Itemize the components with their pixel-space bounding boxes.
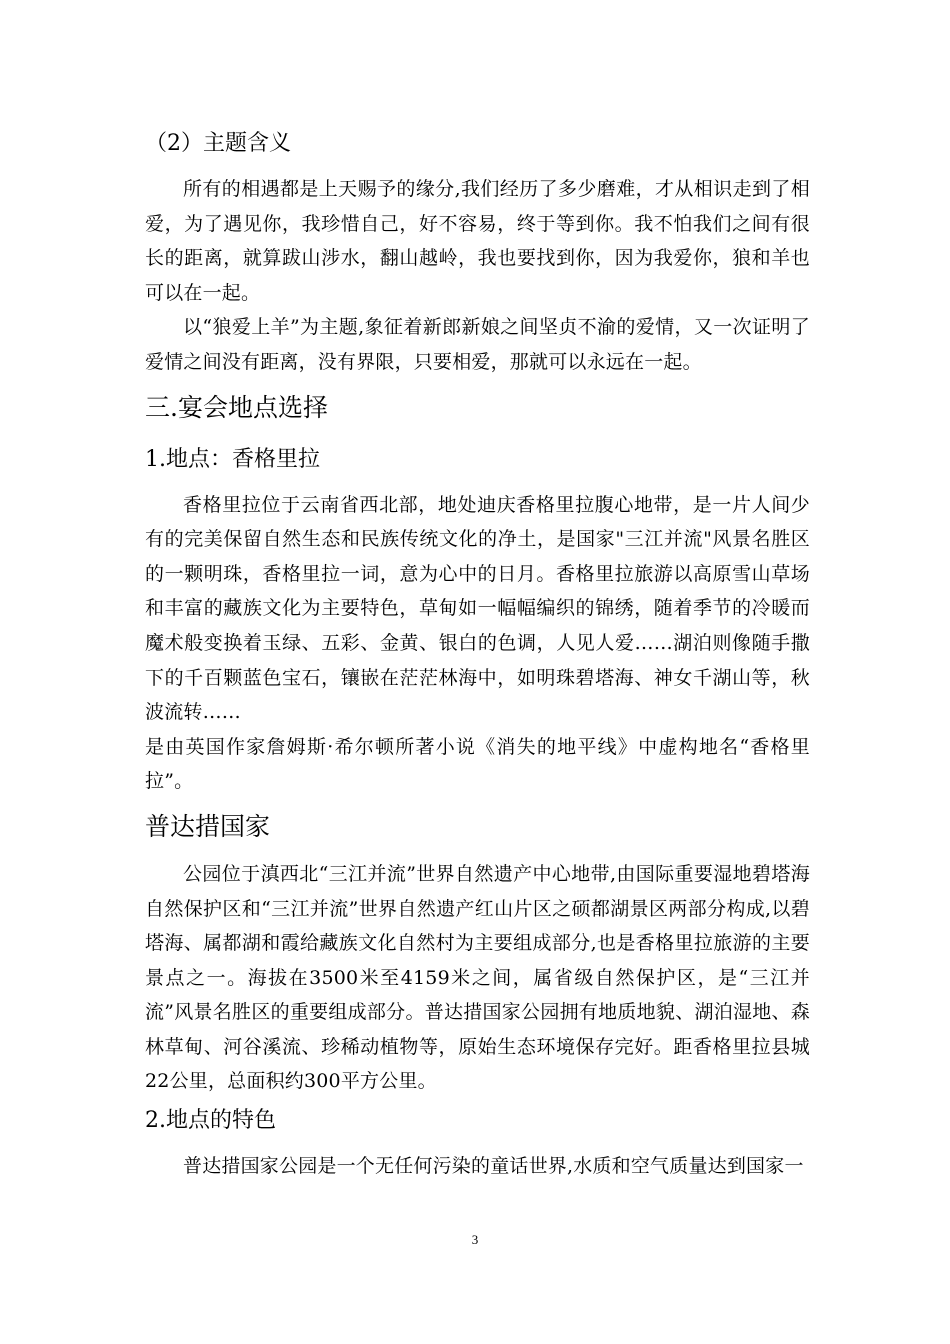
location-features-heading: 2.地点的特色 (145, 1108, 276, 1134)
theme-paragraph-1: 所有的相遇都是上天赐予的缘分,我们经历了多少磨难，才从相识走到了相爱，为了遇见你，我珍惜自己，好不容易，终于等到你。我不怕我们之间有很长的距离，就算跋山涉水，翻山越岭，我也要找到你，因为我爱你，狼和羊也可以在一起。 (145, 178, 810, 304)
shangri-la-paragraph: 香格里拉位于云南省西北部，地处迪庆香格里拉腹心地带，是一片人间少有的完美保留自然生态和民族传统文化的净土，是国家"三江并流"风景名胜区的一颗明珠，香格里拉一词，意为心中的日月。香格里拉旅游以高原雪山草场和丰富的藏族文化为主要特色，草甸如一幅幅编织的锦绣，随着季节的冷暖而魔术般变换着玉绿、五彩、金黄、银白的色调，人见人爱……湖泊则像随手撒下的千百颗蓝色宝石，镶嵌在茫茫林海中，如明珠碧塔海、神女千湖山等，秋波流转…… (145, 493, 810, 724)
theme-paragraph-2: 以“狼爱上羊”为主题,象征着新郎新娘之间坚贞不渝的爱情，又一次证明了爱情之间没有距离，没有界限，只要相爱，那就可以永远在一起。 (145, 316, 810, 373)
pudacuo-heading: 普达措国家 (145, 811, 271, 841)
shangri-la-origin-paragraph: 是由英国作家詹姆斯·希尔顿所著小说《消失的地平线》中虚构地名“香格里拉”。 (145, 735, 810, 793)
venue-selection-heading: 三.宴会地点选择 (145, 392, 328, 422)
page-number: 3 (471, 1232, 479, 1247)
document-page (145, 122, 810, 1184)
pudacuo-paragraph: 公园位于滇西北“三江并流”世界自然遗产中心地带,由国际重要湿地碧塔海自然保护区和“三江并流”世界自然遗产红山片区之硕都湖景区两部分构成,以碧塔海、属都湖和霞给藏族文化自然村为主要组成部分,也是香格里拉旅游的主要景点之一。海拔在3500米至4159米之间，属省级自然保护区，是“三江并流”风景名胜区的重要组成部分。普达措国家公园拥有地质地貌、湖泊湿地、森林草甸、河谷溪流、珍稀动植物等，原始生态环境保存完好。距香格里拉县城22公里，总面积约300平方公里。 (145, 862, 810, 1093)
features-paragraph: 普达措国家公园是一个无任何污染的童话世界,水质和空气质量达到国家一 (183, 1155, 804, 1178)
theme-meaning-heading: （2）主题含义 (145, 131, 291, 156)
location-heading: 1.地点：香格里拉 (145, 446, 320, 472)
